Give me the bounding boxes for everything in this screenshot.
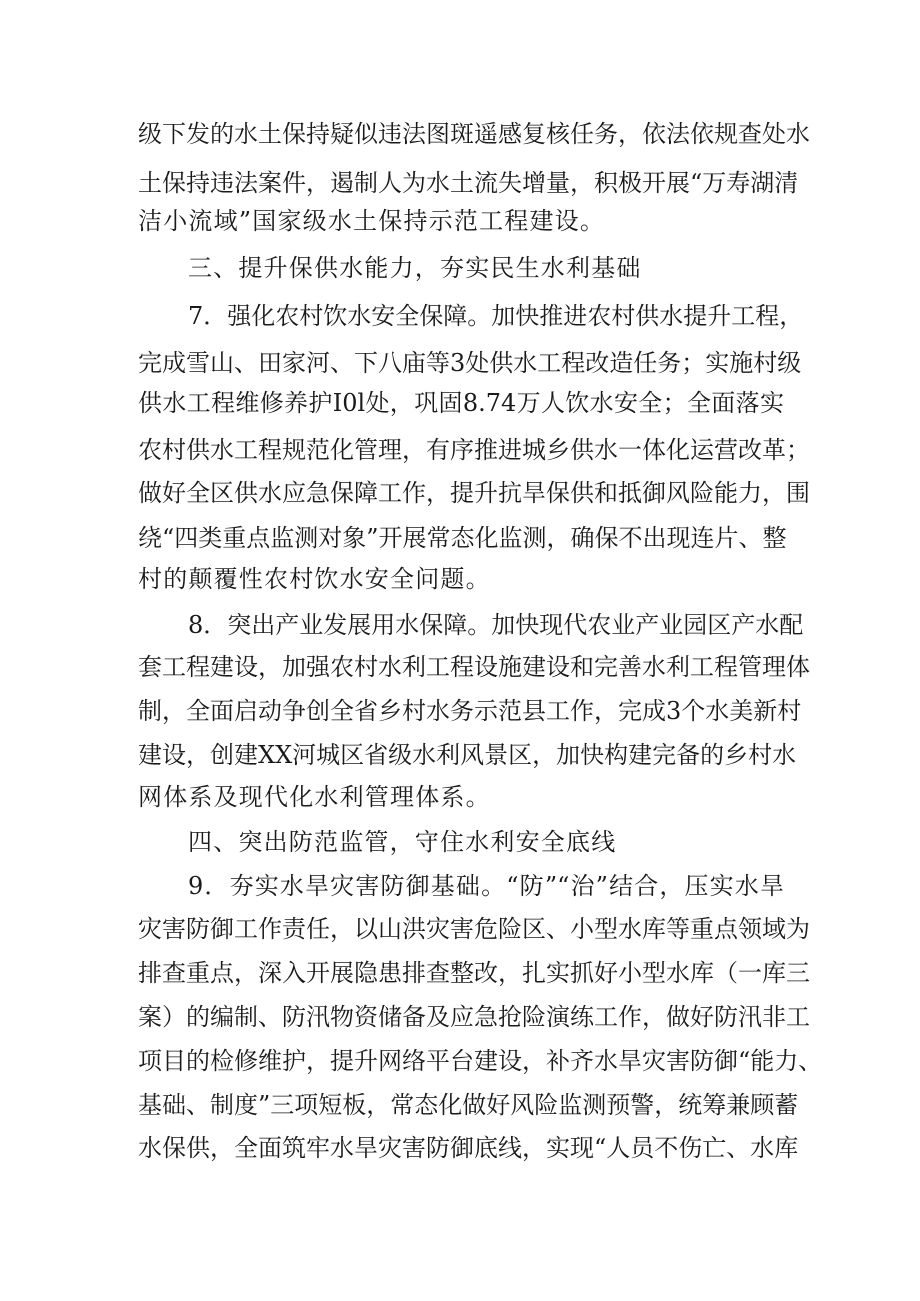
body-text-line: 排查重点，深入开展隐患排查整改，扎实抓好小型水库（一库三 [138, 959, 810, 987]
body-text-line: 完成雪山、田家河、下八庙等3处供水工程改造任务；实施村级 [138, 349, 802, 377]
body-text-line: 水保供，全面筑牢水旱灾害防御底线，实现“人员不伤亡、水库 [138, 1134, 799, 1162]
body-text-line: 项目的检修维护，提升网络平台建设，补齐水旱灾害防御“能力、 [138, 1047, 823, 1075]
body-text-line: 套工程建设，加强农村水利工程设施建设和完善水利工程管理体 [138, 653, 810, 681]
body-text-line: 洁小流域”国家级水土保持示范工程建设。 [138, 207, 606, 235]
body-text-line: 网体系及现代化水利管理体系。 [138, 783, 491, 811]
paragraph-heading-line: 9．夯实水旱灾害防御基础。“防”“治”结合，压实水旱 [188, 872, 784, 900]
body-text-line: 建设，创建XX河城区省级水利风景区，加快构建完备的乡村水 [138, 741, 797, 769]
paragraph-heading-line: 7．强化农村饮水安全保障。加快推进农村供水提升工程， [188, 302, 804, 330]
body-text-line: 农村供水工程规范化管理，有序推进城乡供水一体化运营改革； [138, 436, 810, 464]
body-text-line: 级下发的水土保持疑似违法图斑遥感复核任务，依法依规查处水 [138, 120, 810, 148]
body-text-line: 制，全面启动争创全省乡村水务示范县工作，完成3个水美新村 [138, 697, 802, 725]
body-text-line: 绕“四类重点监测对象”开展常态化监测，确保不出现连片、整 [138, 524, 787, 552]
body-text-line: 做好全区供水应急保障工作，提升抗旱保供和抵御风险能力，围 [138, 479, 810, 507]
paragraph-heading-line: 8．突出产业发展用水保障。加快现代农业产业园区产水配 [188, 611, 804, 639]
body-text-line: 灾害防御工作责任，以山洪灾害危险区、小型水库等重点领域为 [138, 915, 810, 943]
body-text-line: 土保持违法案件，遏制人为水土流失增量，积极开展“万寿湖清 [138, 169, 799, 197]
body-text-line: 基础、制度”三项短板，常态化做好风险监测预警，统筹兼顾蓄 [138, 1091, 799, 1119]
section-heading: 三、提升保供水能力，夯实民生水利基础 [188, 254, 642, 282]
body-text-line: 案）的编制、防汛物资储备及应急抢险演练工作，做好防汛非工 [138, 1003, 810, 1031]
body-text-line: 供水工程维修养护I0l处，巩固8.74万人饮水安全；全面落实 [138, 389, 784, 417]
section-heading: 四、突出防范监管，守住水利安全底线 [188, 828, 617, 856]
body-text-line: 村的颠覆性农村饮水安全问题。 [138, 565, 491, 593]
